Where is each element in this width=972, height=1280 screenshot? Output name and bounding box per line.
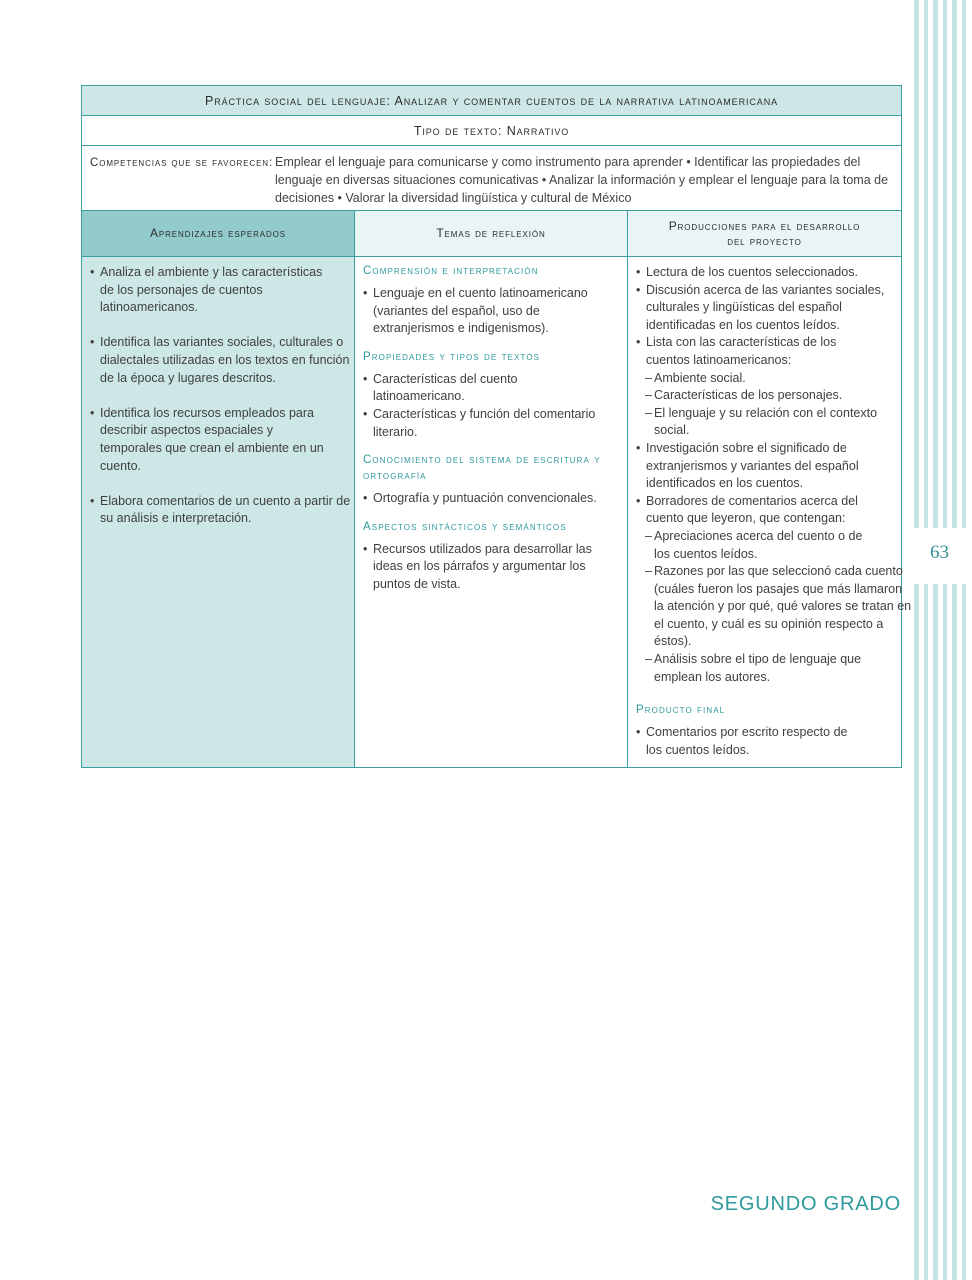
sub-item: – Ambiente social.	[636, 370, 895, 388]
header-producciones	[628, 211, 901, 256]
list-item: • Discusión acerca de las variantes sociales, culturales y lingüísticas del español identificadas en los cuentos leídos.	[636, 282, 901, 335]
header-temas: Temas de reflexión	[355, 211, 628, 256]
temas-column	[355, 257, 628, 767]
sub-item: – El lenguaje y su relación con el contexto social.	[636, 405, 899, 440]
list-item: • Recursos utilizados para desarrollar las ideas en los párrafos y argumentar los puntos de vista.	[363, 541, 613, 594]
list-item: • Identifica las variantes sociales, culturales o dialectales utilizadas en los textos en función de la época y lugares descritos.	[90, 334, 354, 387]
list-item: • Investigación sobre el significado de extranjerismos y variantes del español identificados en los cuentos.	[636, 440, 896, 493]
competencies-label: Competencias que se favorecen:	[90, 157, 274, 169]
list-item: • Características del cuento latinoamericano.	[363, 371, 573, 406]
list-item: • Lenguaje en el cuento latinoamericano (variantes del español, uso de extranjerismos e indigenismos).	[363, 285, 605, 338]
sub-item: – Análisis sobre el tipo de lenguaje que emplean los autores.	[636, 651, 864, 686]
decorative-stripes	[914, 0, 972, 1280]
header-aprendizajes: Aprendizajes esperados	[82, 211, 355, 256]
text-type: Tipo de texto: Narrativo	[82, 116, 901, 146]
sub-item: – Características de los personajes.	[636, 387, 895, 405]
page-number: 63	[930, 542, 949, 563]
section-heading: Propiedades y tipos de textos	[363, 350, 541, 363]
list-item: • Elabora comentarios de un cuento a partir de su análisis e interpretación.	[90, 493, 354, 528]
sub-item: – Apreciaciones acerca del cuento o de los cuentos leídos.	[636, 528, 864, 563]
content-row	[82, 257, 912, 767]
section-heading: Comprensión e interpretación	[363, 265, 539, 277]
aprendizajes-column	[82, 257, 355, 767]
list-item: • Lectura de los cuentos seleccionados.	[636, 264, 895, 282]
list-item: • Comentarios por escrito respecto de los cuentos leídos.	[636, 724, 856, 759]
list-item: • Borradores de comentarios acerca del cuento que leyeron, que contengan:	[636, 493, 896, 528]
table-title: Práctica social del lenguaje: Analizar y comentar cuentos de la narrativa latinoamericana	[82, 86, 901, 116]
list-item: • Analiza el ambiente y las características de los personajes de cuentos latinoamericanos.	[90, 264, 332, 317]
list-item: • Identifica los recursos empleados para describir aspectos espaciales y temporales que crean el ambiente en un cuento.	[90, 405, 332, 475]
producciones-column	[628, 257, 912, 767]
header-producciones-line1: Producciones para el desarrollo	[668, 218, 861, 233]
sub-item: – Razones por las que seleccionó cada cuento (cuáles fueron los pasajes que más llamaron la atención y por qué, qué valores se tratan en el cuento, y cuál es su opinión respecto a éstos).	[636, 563, 912, 651]
list-item: • Características y función del comentario literario.	[363, 406, 629, 441]
list-item: • Lista con las características de los cuentos latinoamericanos:	[636, 334, 846, 369]
curriculum-table	[81, 85, 912, 768]
competencies-row	[82, 146, 901, 211]
competencies-text: Emplear el lenguaje para comunicarse y como instrumento para aprender • Identificar las propiedades del lenguaje en diversas situaciones comunicativas • Analizar la información y emplear el lenguaje para la toma de decisiones • Valorar la diversidad lingüística y cultural de México	[275, 155, 889, 205]
section-heading: Conocimiento del sistema de escritura y ortografía	[363, 454, 601, 483]
grade-footer: SEGUNDO GRADO	[710, 1193, 901, 1215]
section-heading: Aspectos sintácticos y semánticos	[363, 520, 567, 533]
column-headers	[82, 211, 901, 257]
list-item: • Ortografía y puntuación convencionales.	[363, 490, 629, 508]
section-heading: Producto final	[636, 704, 726, 717]
header-producciones-line2: del proyecto	[727, 233, 802, 248]
